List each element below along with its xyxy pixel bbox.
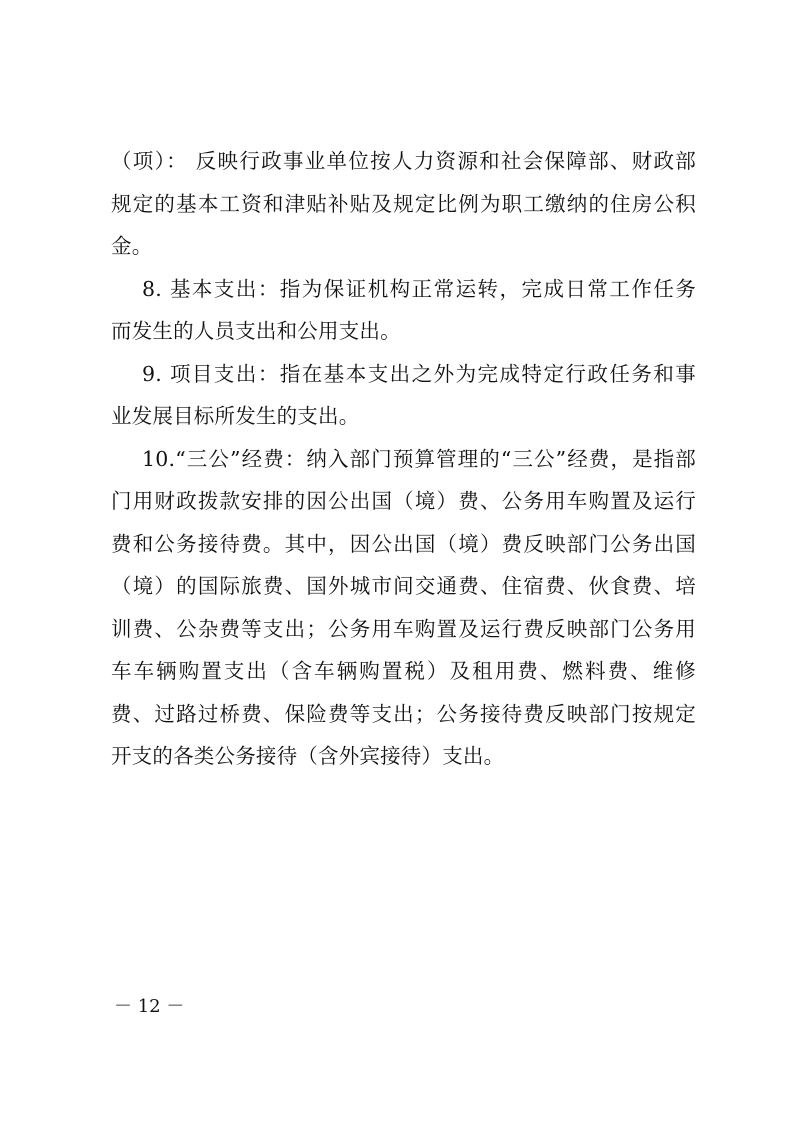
paragraph-line: 门用财政拨款安排的因公出国（境）费、公务用车购置及运行: [111, 489, 696, 513]
paragraph-line: （项）： 反映行政事业单位按人力资源和社会保障部、财政部: [111, 149, 696, 173]
paragraph-line: 费、过路过桥费、保险费等支出；公务接待费反映部门按规定: [111, 702, 696, 726]
paragraph-line: 业发展目标所发生的支出。: [111, 404, 360, 428]
paragraph-line: 训费、公杂费等支出；公务用车购置及运行费反映部门公务用: [111, 617, 696, 641]
paragraph-line: 金。: [111, 234, 153, 258]
paragraph-line: 10.“三公”经费：纳入部门预算管理的“三公”经费，是指部: [142, 447, 696, 471]
paragraph-line: 车车辆购置支出（含车辆购置税）及租用费、燃料费、维修: [111, 659, 696, 683]
page-number: － 12 －: [114, 996, 185, 1017]
paragraph-line: 8. 基本支出：指为保证机构正常运转，完成日常工作任务: [142, 277, 696, 301]
paragraph-line: 而发生的人员支出和公用支出。: [111, 319, 401, 343]
paragraph-line: 9. 项目支出：指在基本支出之外为完成特定行政任务和事: [142, 362, 696, 386]
paragraph-line: 规定的基本工资和津贴补贴及规定比例为职工缴纳的住房公积: [111, 192, 696, 216]
paragraph-line: 开支的各类公务接待（含外宾接待）支出。: [111, 744, 505, 768]
paragraph-line: （境）的国际旅费、国外城市间交通费、住宿费、伙食费、培: [111, 574, 696, 598]
paragraph-line: 费和公务接待费。其中，因公出国（境）费反映部门公务出国: [111, 532, 696, 556]
